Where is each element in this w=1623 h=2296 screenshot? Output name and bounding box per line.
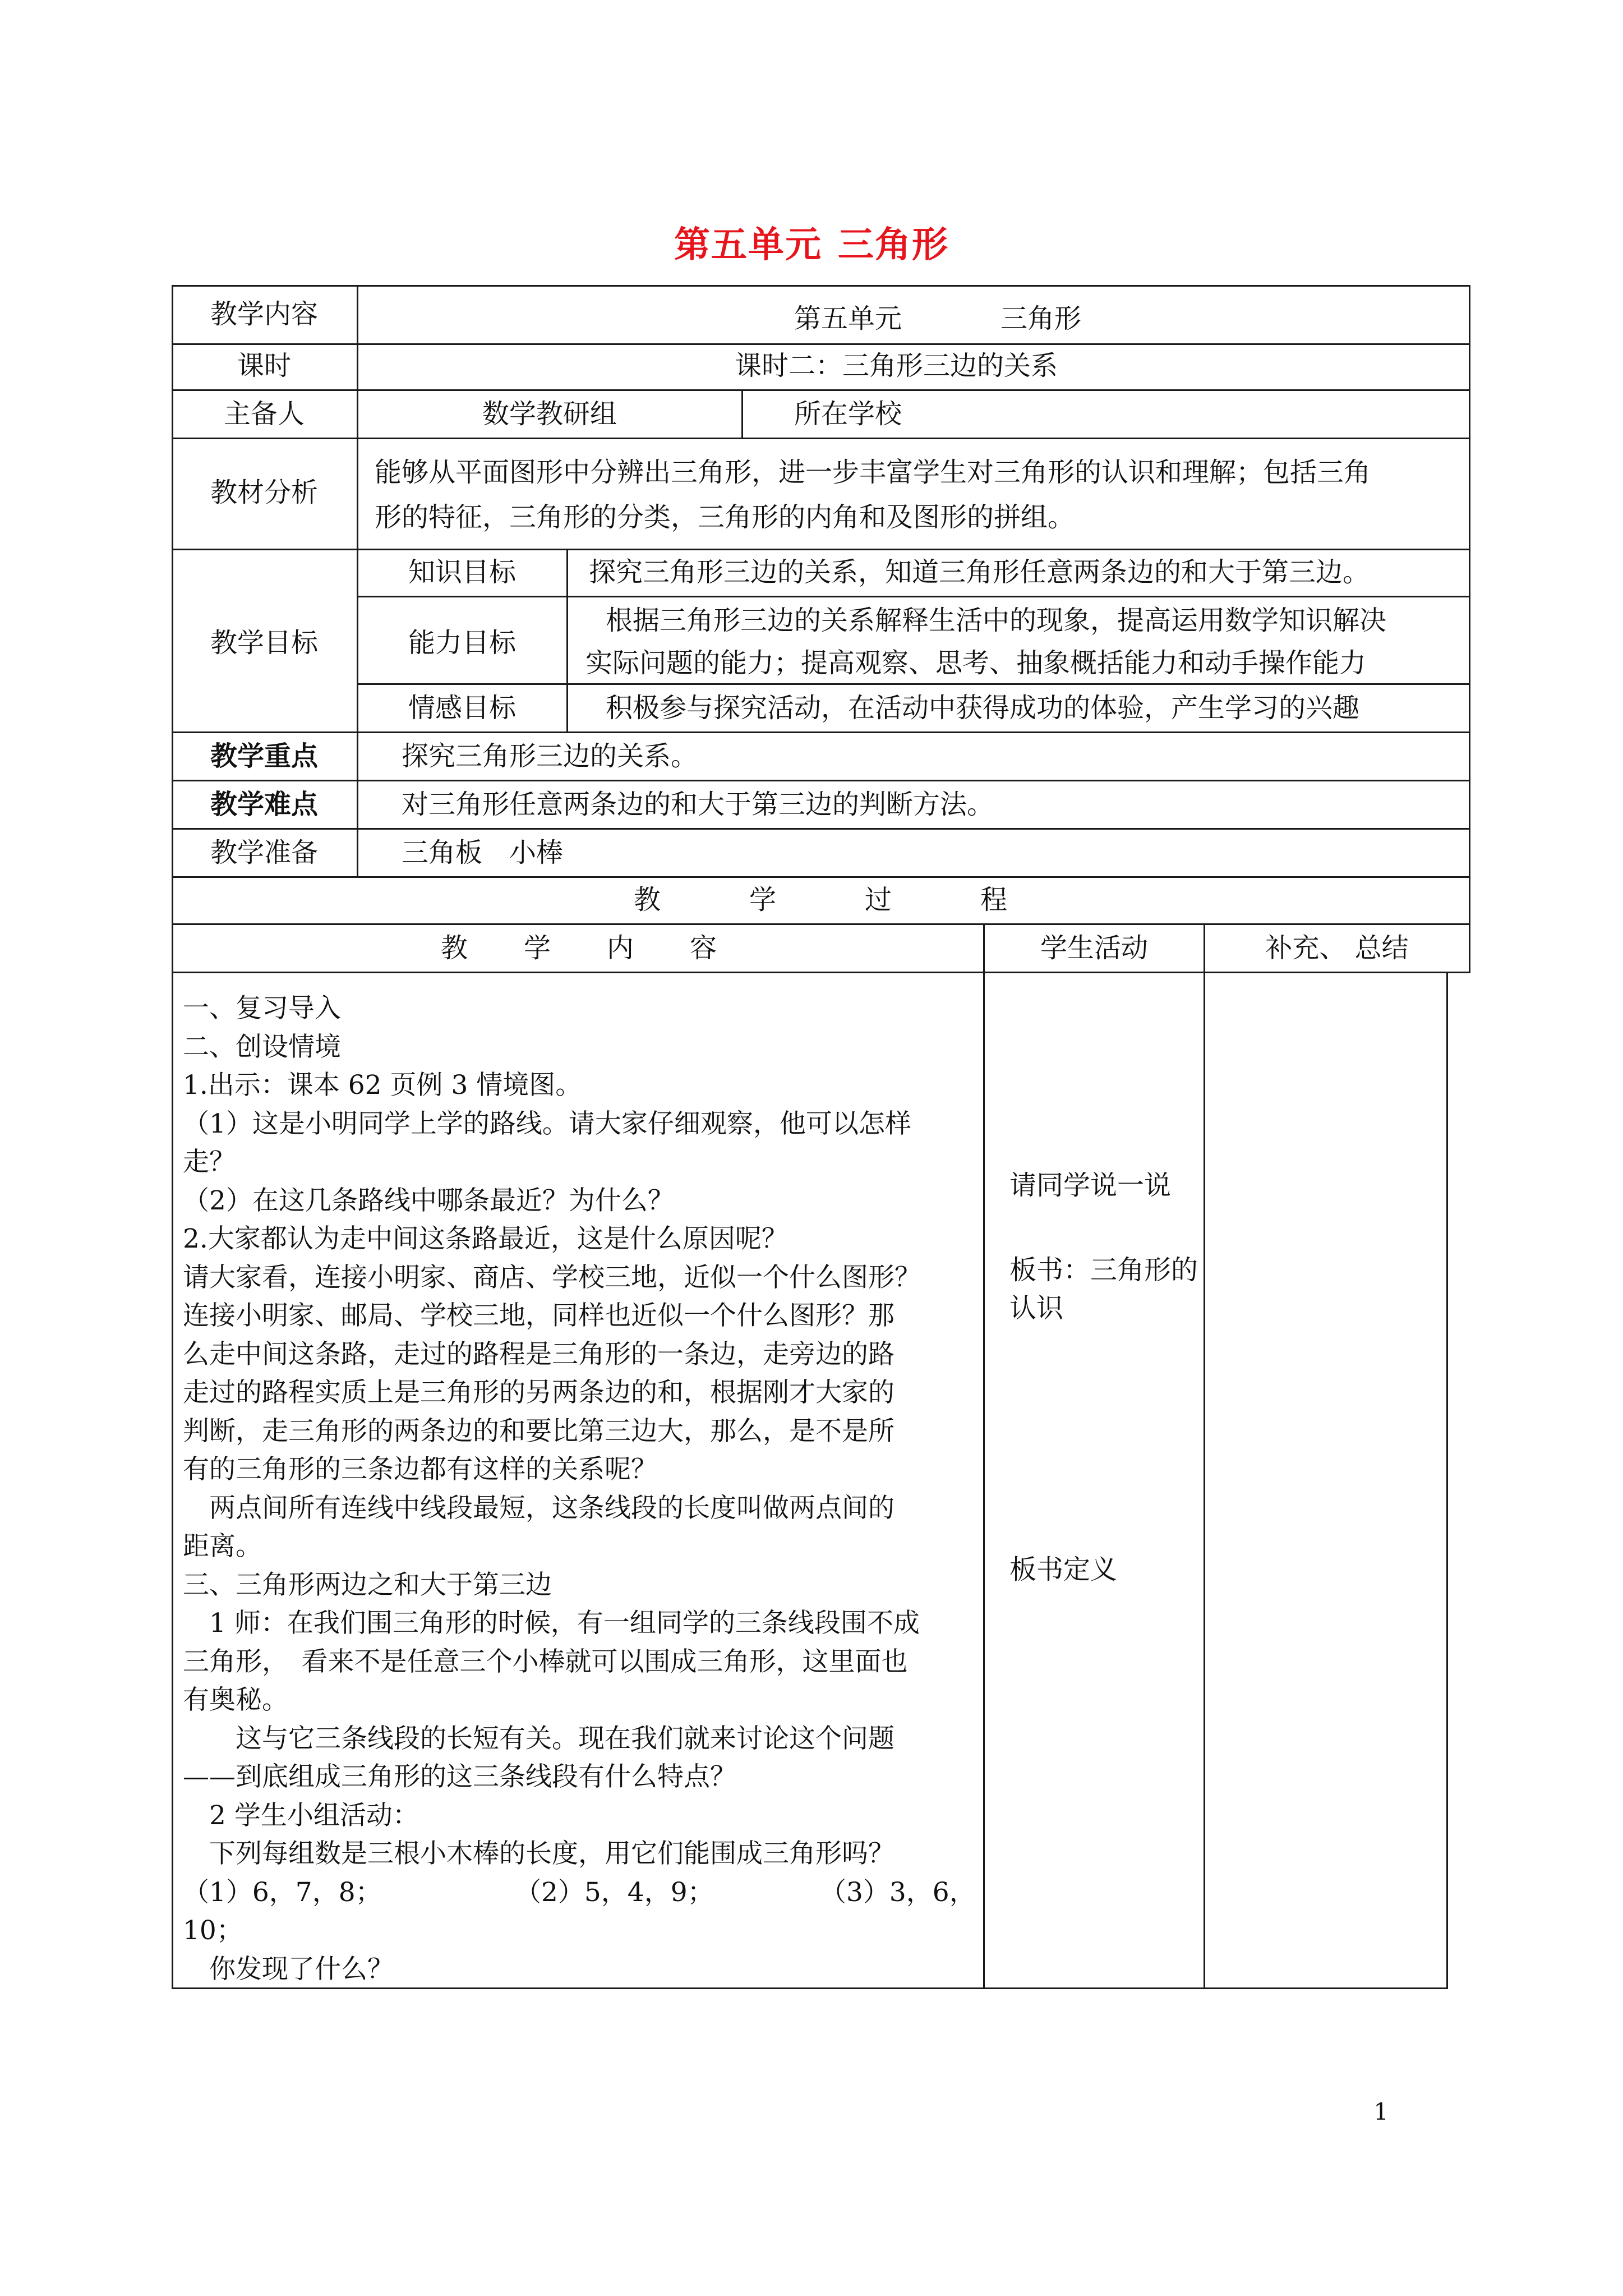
table-line xyxy=(172,828,1470,830)
content-line: 两点间所有连线中线段最短，这条线段的长度叫做两点间的 xyxy=(183,1493,895,1524)
title-part-2: 三角形 xyxy=(838,224,949,266)
stick-group-3: （3）3，6， xyxy=(820,1877,976,1908)
school-label: 所在学校 xyxy=(794,398,902,430)
content-col-header-char: 内 xyxy=(607,932,634,964)
prep-label: 教学准备 xyxy=(210,837,318,868)
goal-ability-label: 能力目标 xyxy=(408,627,516,659)
content-line: 1 师：在我们围三角形的时候，有一组同学的三条线段围不成 xyxy=(183,1608,920,1639)
content-line: 判断，走三角形的两条边的和要比第三边大，那么，是不是所 xyxy=(183,1416,895,1447)
content-line: 1.出示：课本 62 页例 3 情境图。 xyxy=(183,1070,582,1101)
activity-line: 板书定义 xyxy=(1009,1554,1118,1585)
content-line: （1）6，7，8； xyxy=(183,1877,382,1908)
table-line xyxy=(172,876,1470,878)
content-line: 三角形， 看来不是任意三个小棒就可以围成三角形，这里面也 xyxy=(183,1646,908,1677)
prep-value: 三角板 小棒 xyxy=(402,837,564,868)
content-line: 二、创设情境 xyxy=(183,1032,341,1062)
preparer-value: 数学教研组 xyxy=(482,398,617,430)
content-col-header-char: 教 xyxy=(441,932,468,964)
content-line: 2.大家都认为走中间这条路最近，这是什么原因呢？ xyxy=(183,1223,788,1254)
title-part-1: 第五单元 xyxy=(674,224,822,266)
table-line xyxy=(1446,972,1448,1989)
content-line: 三、三角形两边之和大于第三边 xyxy=(183,1570,552,1600)
activity-line: 板书：三角形的 xyxy=(1009,1254,1198,1286)
content-line: （2）在这几条路线中哪条最近？为什么？ xyxy=(183,1185,674,1216)
page-number: 1 xyxy=(1373,2098,1389,2125)
content-line: 这与它三条线段的长短有关。现在我们就来讨论这个问题 xyxy=(183,1723,895,1754)
content-line: 下列每组数是三根小木棒的长度，用它们能围成三角形吗？ xyxy=(183,1838,895,1869)
table-line xyxy=(358,683,1470,685)
content-line: 2 学生小组活动： xyxy=(183,1800,419,1831)
content-line: 请大家看，连接小明家、商店、学校三地，近似一个什么图形？ xyxy=(183,1262,921,1293)
table-line xyxy=(172,731,1470,733)
table-line xyxy=(983,923,985,1989)
content-col-header-char: 容 xyxy=(690,932,717,964)
content-line: 走过的路程实质上是三角形的另两条边的和，根据刚才大家的 xyxy=(183,1377,895,1408)
analysis-line: 能够从平面图形中分辨出三角形，进一步丰富学生对三角形的认识和理解；包括三角 xyxy=(375,457,1371,488)
preparer-label: 主备人 xyxy=(223,398,305,430)
table-line xyxy=(358,596,1470,597)
goal-knowledge-text: 探究三角形三边的关系，知道三角形任意两条边的和大于第三边。 xyxy=(589,556,1370,588)
goal-ability-text: 根据三角形三边的关系解释生活中的现象，提高运用数学知识解决 xyxy=(606,605,1387,636)
table-line xyxy=(1204,923,1205,1989)
difficulty-label: 教学难点 xyxy=(210,789,318,820)
content-value-topic: 三角形 xyxy=(1000,303,1082,334)
content-line: （1）这是小明同学上学的路线。请大家仔细观察，他可以怎样 xyxy=(183,1108,911,1139)
table-line xyxy=(566,549,568,733)
content-line: 你发现了什么？ xyxy=(183,1954,394,1985)
activity-line: 请同学说一说 xyxy=(1009,1170,1172,1201)
stick-group-2: （2）5，4，9； xyxy=(515,1877,714,1908)
content-line: 有的三角形的三条边都有这样的关系呢？ xyxy=(183,1454,657,1485)
goals-label: 教学目标 xyxy=(210,627,318,659)
difficulty-value: 对三角形任意两条边的和大于第三边的判断方法。 xyxy=(402,789,994,820)
content-line: 10； xyxy=(183,1915,243,1946)
goal-emotion-label: 情感目标 xyxy=(408,692,516,724)
table-line xyxy=(172,389,1470,391)
table-line xyxy=(741,389,743,439)
content-line: 距离。 xyxy=(183,1531,262,1562)
table-line xyxy=(1469,285,1470,973)
key-point-value: 探究三角形三边的关系。 xyxy=(402,740,698,772)
content-line: 么走中间这条路，走过的路程是三角形的一条边，走旁边的路 xyxy=(183,1339,895,1370)
analysis-label: 教材分析 xyxy=(210,477,318,508)
goal-ability-text: 实际问题的能力；提高观察、思考、抽象概括能力和动手操作能力 xyxy=(585,647,1367,679)
process-banner-char: 过 xyxy=(865,884,892,915)
process-banner-char: 程 xyxy=(980,884,1008,915)
process-banner-char: 教 xyxy=(634,884,661,915)
activity-line: 认识 xyxy=(1009,1292,1064,1324)
key-point-label: 教学重点 xyxy=(210,740,318,772)
content-line: 有奥秘。 xyxy=(183,1685,288,1715)
goal-emotion-text: 积极参与探究活动，在活动中获得成功的体验，产生学习的兴趣 xyxy=(606,692,1360,724)
process-banner-char: 学 xyxy=(749,884,777,915)
content-line: 连接小明家、邮局、学校三地，同样也近似一个什么图形？那 xyxy=(183,1300,895,1331)
content-line: ——到底组成三角形的这三条线段有什么特点？ xyxy=(183,1761,736,1792)
goal-knowledge-label: 知识目标 xyxy=(408,556,516,588)
table-line xyxy=(172,343,1470,345)
content-label: 教学内容 xyxy=(210,298,318,330)
content-col-header-char: 学 xyxy=(524,932,551,964)
content-line: 走？ xyxy=(183,1147,236,1177)
table-line xyxy=(172,549,1470,550)
content-value-unit: 第五单元 xyxy=(794,303,902,334)
table-line xyxy=(172,285,1470,287)
activity-col-header: 学生活动 xyxy=(1040,932,1148,964)
period-label: 课时 xyxy=(237,350,291,381)
page-title xyxy=(0,216,1623,268)
table-line xyxy=(172,438,1470,439)
table-line xyxy=(172,972,1470,973)
analysis-line: 形的特征，三角形的分类，三角形的内角和及图形的拼组。 xyxy=(375,501,1075,533)
table-line xyxy=(172,285,173,1989)
period-value: 课时二：三角形三边的关系 xyxy=(735,350,1058,381)
table-line xyxy=(172,780,1470,781)
table-line xyxy=(172,923,1470,925)
summary-col-header: 补充、 总结 xyxy=(1265,932,1409,964)
content-line: 一、复习导入 xyxy=(183,993,341,1024)
